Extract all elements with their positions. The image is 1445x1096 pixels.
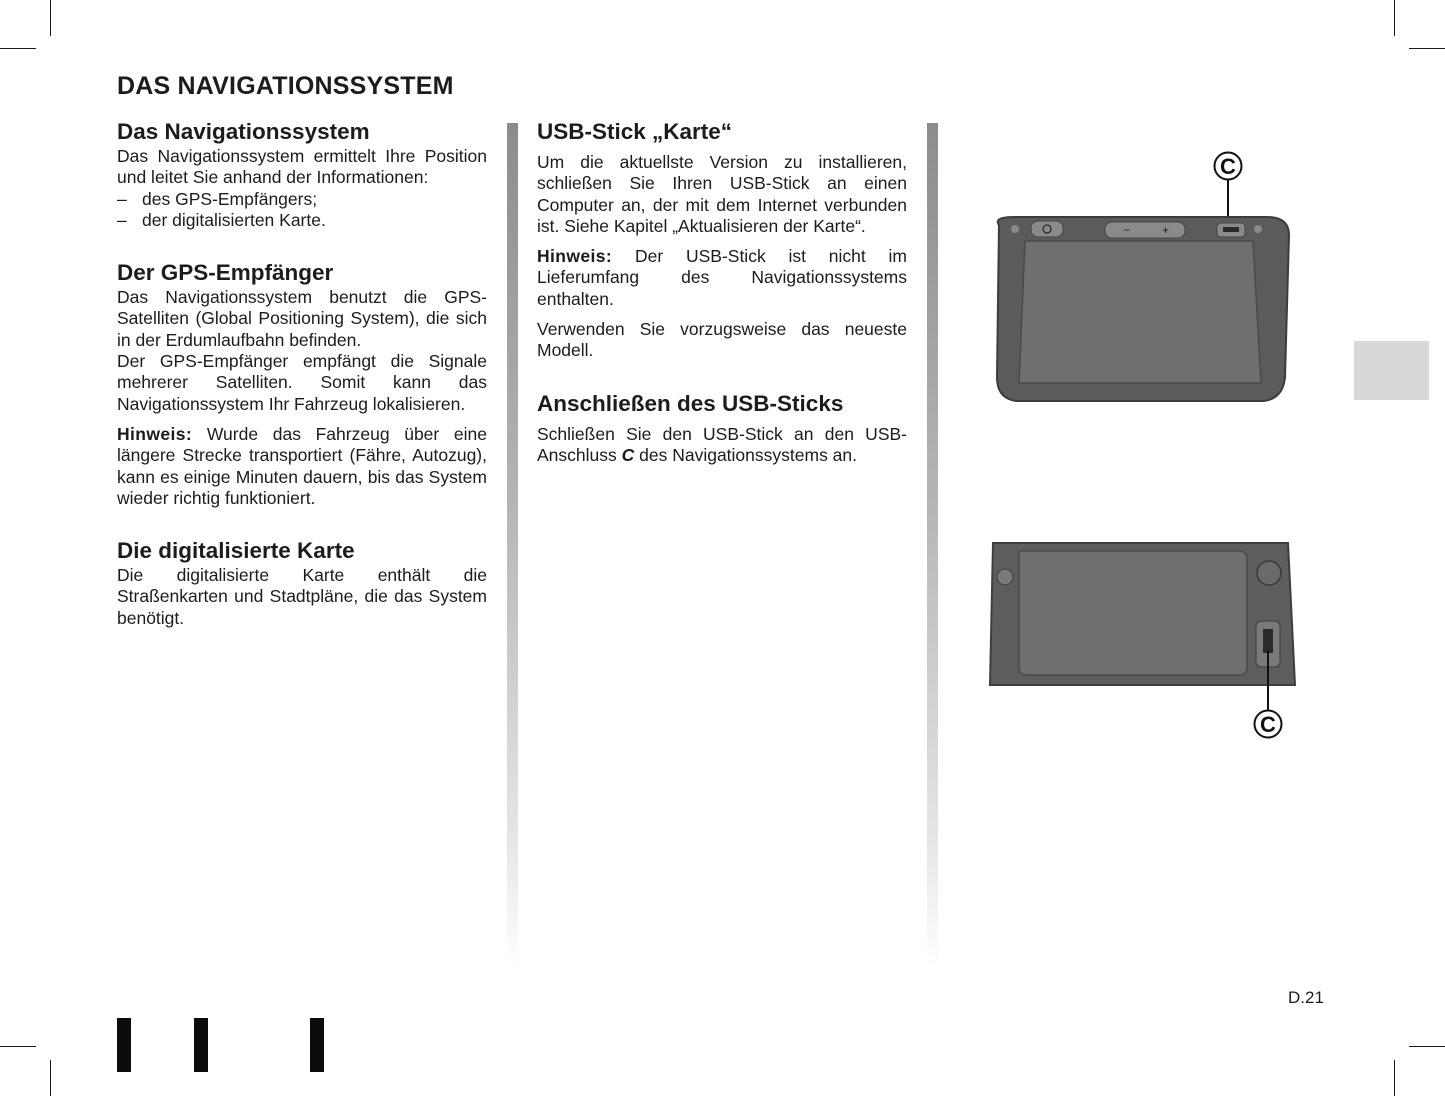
navigation-unit-figure-top [985, 145, 1295, 410]
button-plus-label: + [1162, 223, 1170, 237]
note-label: Hinweis: [117, 423, 193, 444]
paragraph [537, 424, 907, 467]
column-divider-bar [507, 123, 518, 968]
navigation-unit-figure-bottom [985, 535, 1300, 745]
column-divider-bar [927, 123, 938, 968]
paragraph: Um die aktuellste Version zu installieren, schließen Sie Ihren USB-Stick an einen Computer an, der mit dem Internet verbunden ist. Siehe Kapitel „Aktualisieren der Karte“. [537, 152, 907, 236]
button-dot [1011, 225, 1019, 233]
crop-mark [50, 1060, 51, 1096]
section-heading-usb-stick: USB-Stick „Karte“ [537, 119, 733, 144]
button-dot [1254, 225, 1262, 233]
button-minus-label: − [1123, 223, 1131, 237]
paragraph-text: des Navigationssystems an. [634, 444, 858, 465]
section-heading-connect-usb: Anschließen des USB-Sticks [537, 390, 844, 416]
crop-mark [1394, 0, 1395, 36]
note-paragraph [117, 424, 487, 509]
crop-mark [1409, 48, 1445, 49]
crop-mark [0, 1046, 36, 1047]
section-heading-navigation-system: Das Navigationssystem [117, 119, 370, 144]
knob-icon [1257, 561, 1281, 585]
paragraph: Der GPS-Empfänger empfängt die Signale mehrerer Satelliten. Somit kann das Navigationssystem Ihr Fahrzeug lokalisieren. [117, 351, 487, 414]
paragraph-text: Schließen Sie den USB-Stick an den USB-Anschluss [537, 423, 907, 465]
unit-screen [1019, 241, 1261, 383]
crop-mark [50, 0, 51, 36]
middle-column [537, 118, 907, 466]
callout-label-c: C [1220, 154, 1236, 179]
chapter-tab [1354, 341, 1429, 400]
print-mark [194, 1018, 208, 1072]
crop-mark [1409, 1046, 1445, 1047]
page-number: D.21 [1288, 988, 1324, 1007]
page-title: DAS NAVIGATIONSSYSTEM [117, 72, 454, 100]
usb-slot [1263, 629, 1273, 653]
note-text: Der USB-Stick ist nicht im Lieferumfang des Navigationssystems enthalten. [537, 246, 907, 309]
paragraph: Verwenden Sie vorzugsweise das neueste Modell. [537, 319, 907, 361]
callout-label-c: C [1260, 712, 1276, 737]
paragraph: Die digitalisierte Karte enthält die Straßenkarten und Stadtpläne, die das System benötigt. [117, 565, 487, 628]
paragraph: Das Navigationssystem benutzt die GPS-Satelliten (Global Positioning System), die sich in der Erdumlaufbahn befinden. [117, 287, 487, 350]
unit-screen [1019, 551, 1247, 675]
usb-port-marker: C [621, 444, 635, 465]
section-heading-gps-receiver: Der GPS-Empfänger [117, 260, 334, 286]
note-label: Hinweis: [537, 246, 613, 267]
crop-mark [0, 48, 36, 49]
volume-buttons [1105, 222, 1185, 238]
list-item: – der digitalisierten Karte. [117, 210, 487, 231]
left-column [117, 118, 487, 629]
section-heading-digital-map: Die digitalisierte Karte [117, 538, 355, 564]
info-list [117, 189, 487, 232]
note-paragraph [537, 246, 907, 310]
crop-mark [1394, 1060, 1395, 1096]
usb-slot [1223, 227, 1239, 232]
list-item: – des GPS-Empfängers; [117, 189, 487, 210]
print-mark [310, 1018, 324, 1072]
note-text: Wurde das Fahrzeug über eine längere Strecke transportiert (Fähre, Autozug), kann es einige Minuten dauern, bis das System wieder richtig funktioniert. [117, 423, 487, 508]
paragraph: Das Navigationssystem ermittelt Ihre Position und leitet Sie anhand der Informationen: [117, 146, 487, 188]
print-mark [117, 1018, 131, 1072]
button-dot [997, 569, 1013, 585]
power-button [1031, 221, 1063, 237]
